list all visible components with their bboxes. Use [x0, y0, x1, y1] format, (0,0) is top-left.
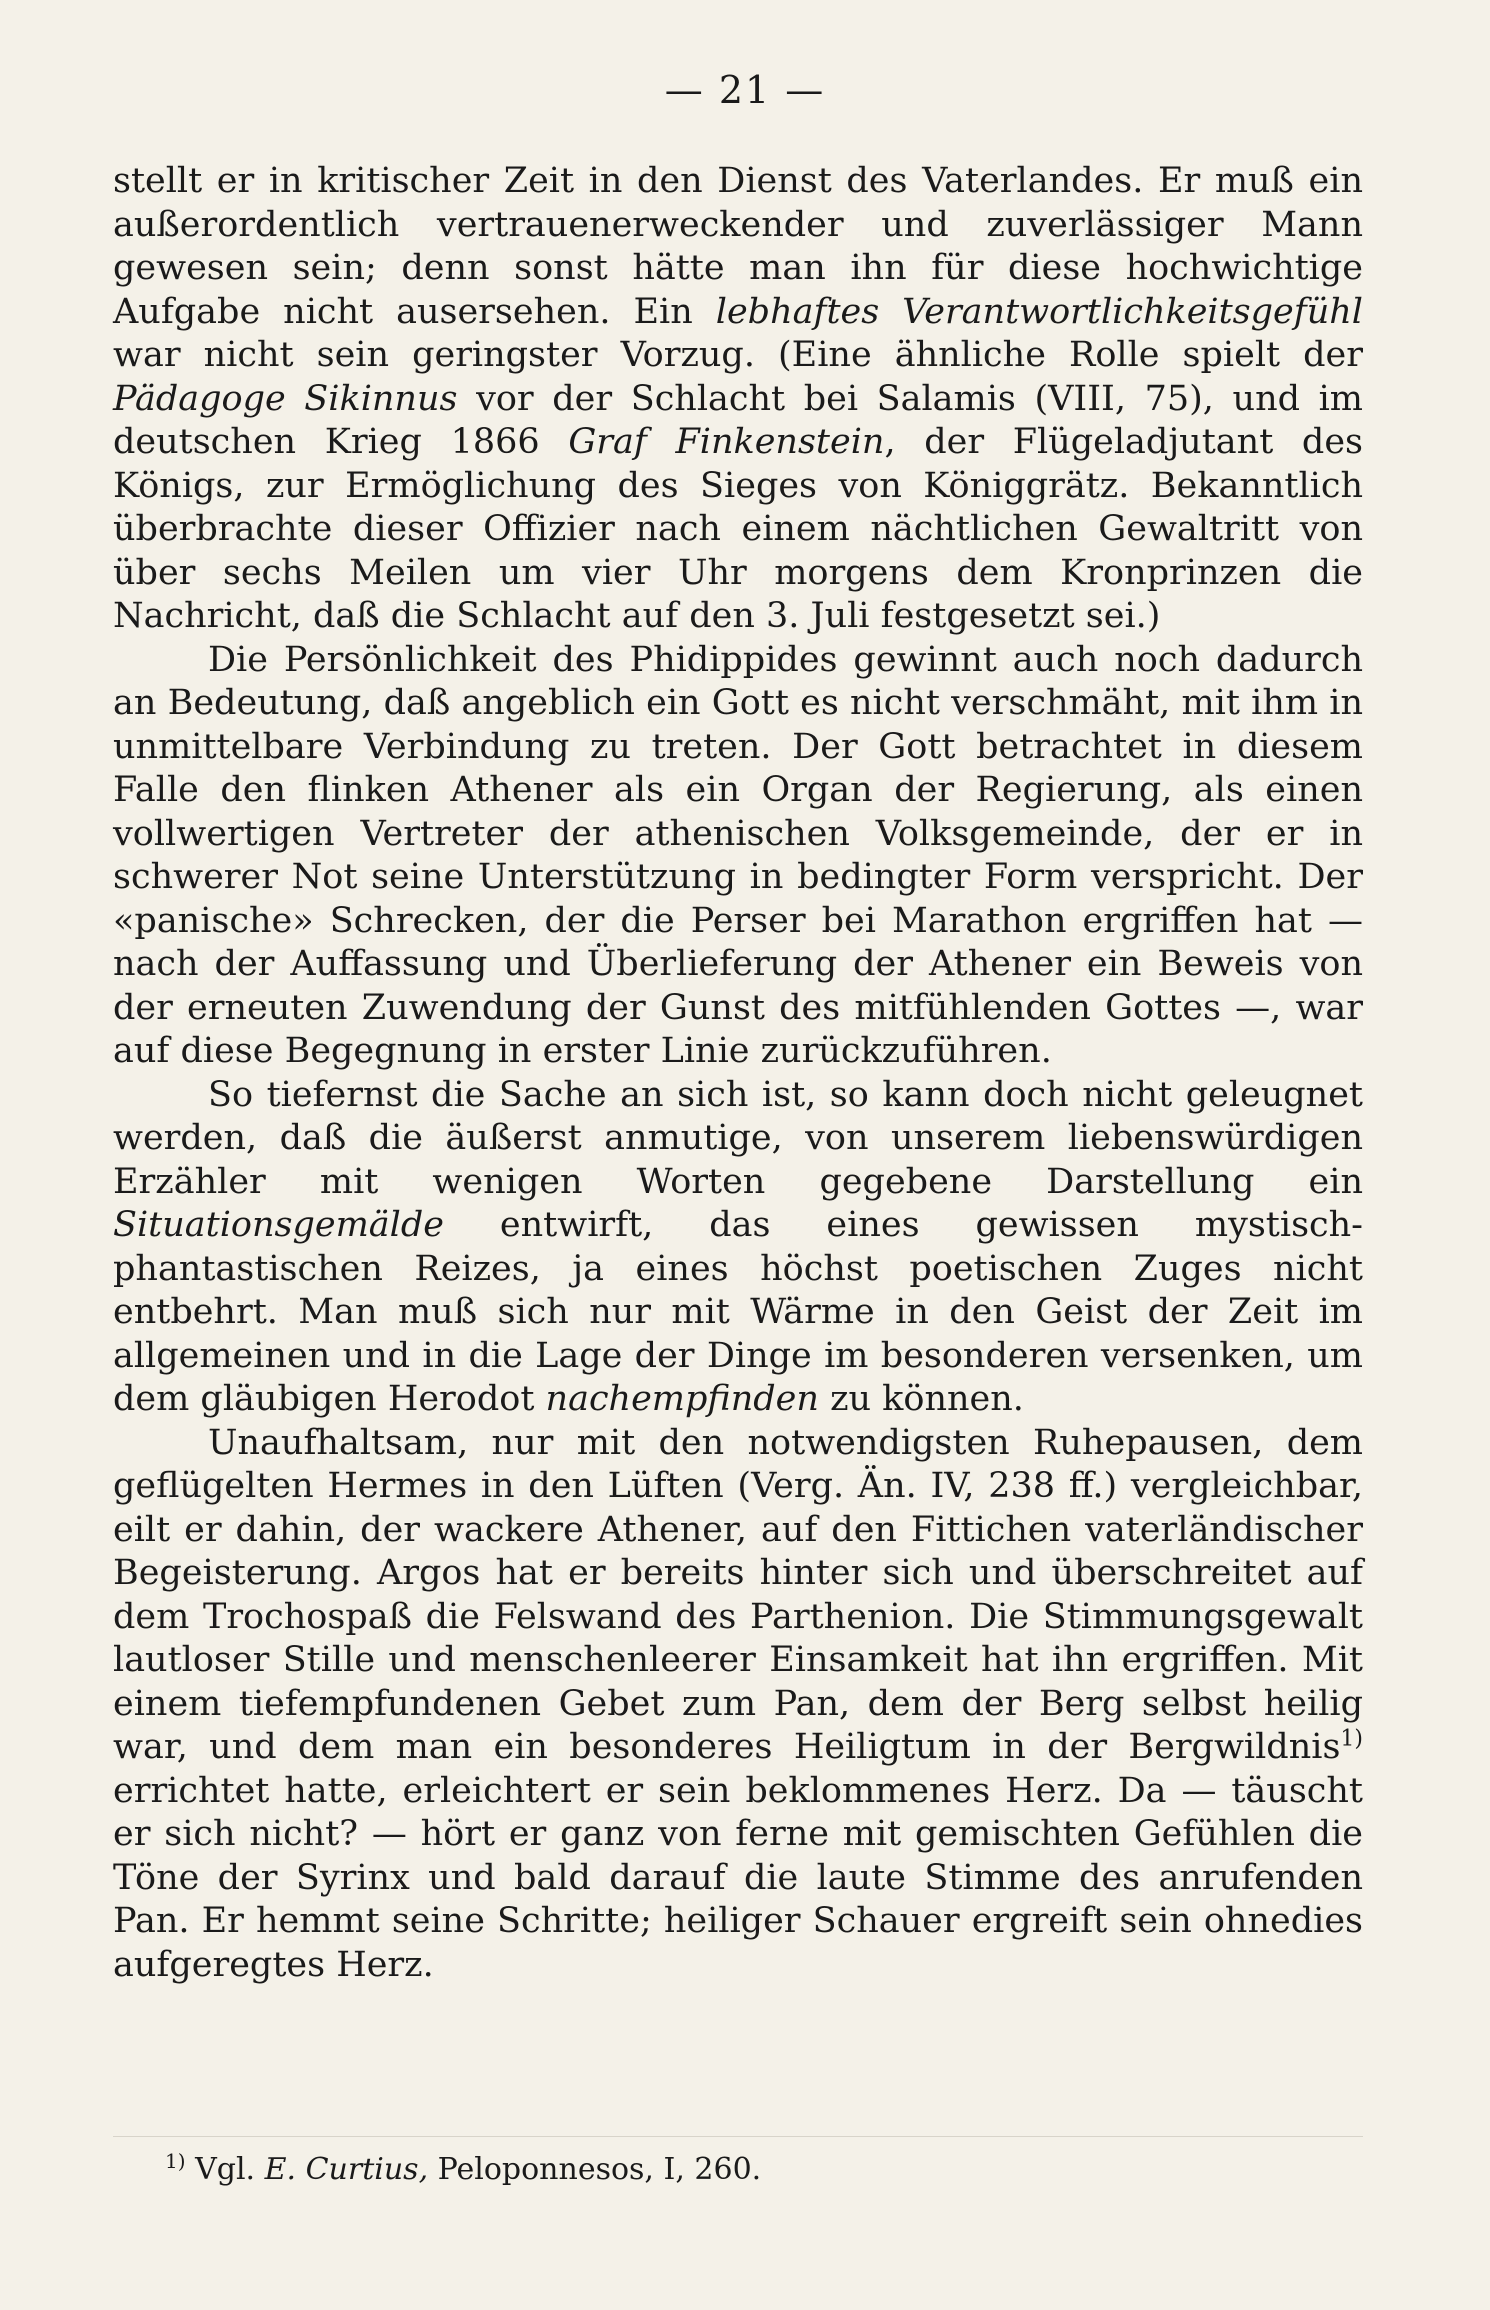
paragraph	[113, 160, 1363, 639]
paragraph	[113, 1074, 1363, 1422]
italic-term: Pädagoge Sikinnus	[113, 378, 458, 419]
italic-term: nachempfinden	[545, 1379, 819, 1419]
footnote	[165, 2150, 761, 2190]
paragraph	[113, 1422, 1363, 1988]
body-text	[113, 160, 1363, 1987]
text-run: entwirft, das eines gewissen mystisch-phantastischen Reizes, ja eines höchst poetischen Zuges nicht entbehrt. Man muß sich nur mit Wärme in den Geist der Zeit im allgemeinen und in die Lage der Dinge im besonderen versenken, um dem gläubigen Herodot	[113, 1205, 1363, 1419]
page-number: — 21 —	[664, 68, 826, 112]
footnote-reference: 1)	[1340, 1726, 1363, 1752]
footnote-divider	[113, 2136, 1363, 2137]
text-run: war nicht sein geringster Vorzug. (Eine ähnliche Rolle spielt der	[113, 335, 1363, 375]
text-run: zu können.	[818, 1379, 1024, 1419]
italic-term: Situationsgemälde	[113, 1205, 444, 1245]
text-run: vor der Schlacht bei Salamis (VIII, 75), und im deutschen Krieg 1866	[113, 378, 1363, 462]
italic-term: Graf Finkenstein	[568, 422, 885, 462]
italic-term: lebhaftes Verantwortlichkeitsgefühl	[715, 291, 1363, 332]
text-run: So tiefernst die Sache an sich ist, so kann doch nicht geleugnet werden, daß die äußerst anmutige, von unserem liebenswürdigen Erzähler mit wenigen Worten gegebene Darstellung ein	[113, 1074, 1363, 1202]
text-run: , der Flügeladjutant des Königs, zur Ermöglichung des Sieges von Königgrätz. Bekanntlich überbrachte dieser Offizier nach einem nächtlichen Gewaltritt von über sechs Meilen um vier Uhr morgens dem Kronprinzen die Nachricht, daß die Schlacht auf den 3. Juli festgesetzt sei.)	[113, 422, 1363, 636]
footnote-author: E. Curtius,	[264, 2152, 429, 2187]
text-run: Die Persönlichkeit des Phidippides gewinnt auch noch dadurch an Bedeutung, daß angeblich ein Gott es nicht verschmäht, mit ihm in unmittelbare Verbindung zu treten. Der Gott betrachtet in diesem Falle den flinken Athener als ein Organ der Regierung, als einen vollwertigen Vertreter der athenischen Volksgemeinde, der er in schwerer Not seine Unterstützung in bedingter Form verspricht. Der «panische» Schrecken, der die Perser bei Marathon ergriffen hat — nach der Auffassung und Überlieferung der Athener ein Beweis von der erneuten Zuwendung der Gunst des mitfühlenden Gottes —, war auf diese Begegnung in erster Linie zurückzuführen.	[113, 639, 1363, 1071]
text-run: errichtet hatte, erleichtert er sein beklommenes Herz. Da — täuscht er sich nicht? — hört er ganz von ferne mit gemischten Gefühlen die Töne der Syrinx und bald darauf die laute Stimme des anrufenden Pan. Er hemmt seine Schritte; heiliger Schauer ergreift sein ohnedies aufgeregtes Herz.	[113, 1770, 1363, 1985]
paragraph	[113, 639, 1363, 1074]
footnote-marker: 1)	[165, 2149, 186, 2173]
text-run: stellt er in kritischer Zeit in den Dienst des Vaterlandes. Er muß ein außerordentlich vertrauenerweckender und zuverlässiger Mann gewesen sein; denn sonst hätte man ihn für diese hochwichtige Aufgabe nicht ausersehen. Ein	[113, 161, 1363, 332]
text-run: Unaufhaltsam, nur mit den notwendigsten Ruhepausen, dem geflügelten Hermes in den Lüften (Verg. Än. IV, 238 ff.) vergleichbar, eilt er dahin, der wackere Athener, auf den Fittichen vaterländischer Begeisterung. Argos hat er bereits hinter sich und überschreitet auf dem Trochospaß die Felswand des Parthenion. Die Stimmungsgewalt lautloser Stille und menschenleerer Einsamkeit hat ihn ergriffen. Mit einem tiefempfundenen Gebet zum Pan, dem der Berg selbst heilig war, und dem man ein besonderes Heiligtum in der Bergwildnis	[113, 1422, 1363, 1767]
footnote-prefix: Vgl.	[195, 2152, 265, 2187]
footnote-source: Peloponnesos, I, 260.	[428, 2152, 762, 2187]
